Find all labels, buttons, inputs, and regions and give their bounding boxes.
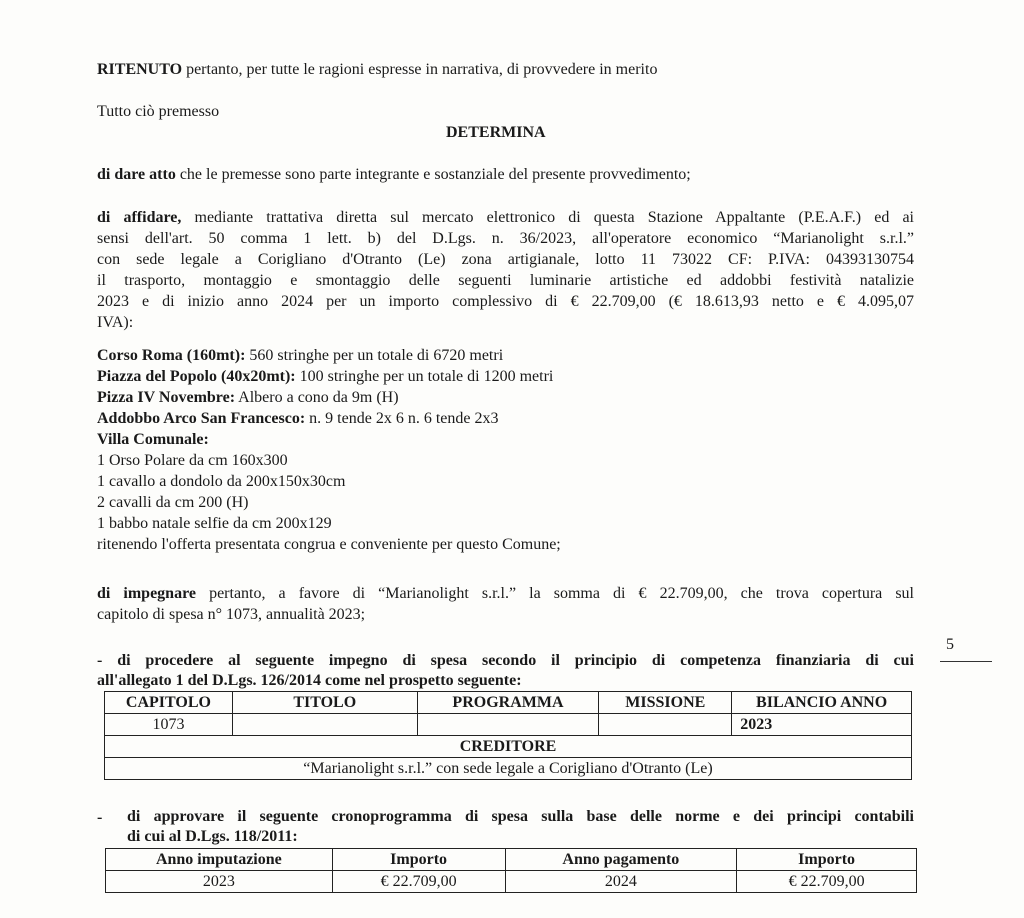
impegnare-paragraph — [97, 583, 914, 625]
header-bilancio-anno: BILANCIO ANNO — [732, 692, 912, 714]
ritenuto-paragraph — [97, 59, 657, 80]
determina-heading: DETERMINA — [446, 124, 546, 141]
creditore-label-row — [105, 736, 912, 758]
list-item-text: 560 stringhe per un totale di 6720 metri — [245, 347, 504, 364]
cell-capitolo: 1073 — [105, 714, 233, 736]
creditore-label: CREDITORE — [105, 736, 912, 758]
cronoprogramma-table — [105, 848, 917, 893]
impegno-table — [104, 691, 912, 780]
list-item — [97, 345, 561, 366]
impegnare-line-2: capitolo di spesa n° 1073, annualità 2023; — [97, 606, 366, 623]
approvare-paragraph — [127, 807, 914, 847]
table-row — [105, 714, 912, 736]
cell-anno-imputazione: 2023 — [106, 871, 333, 893]
header-anno-imputazione: Anno imputazione — [106, 849, 333, 871]
villa-item: 2 cavalli da cm 200 (H) — [97, 494, 249, 511]
impegnare-line-1 — [97, 583, 914, 604]
affidare-line-6: IVA): — [97, 314, 134, 331]
header-importo: Importo — [737, 849, 917, 871]
cell-missione — [599, 714, 732, 736]
table-header-row — [106, 849, 917, 871]
affidare-line-1-text: mediante trattativa diretta sul mercato elettronico di questa Stazione Appaltante (P.E.A.F.) ed ai — [181, 209, 915, 226]
procedere-line-2: all'allegato 1 del D.Lgs. 126/2014 come nel prospetto seguente: — [97, 672, 522, 689]
list-item-text: Albero a cono da 9m (H) — [235, 389, 399, 406]
premesso-line: Tutto ciò premesso — [97, 103, 220, 120]
approvare-dash: - — [97, 809, 103, 826]
header-anno-pagamento: Anno pagamento — [505, 849, 737, 871]
affidare-line-4: il trasporto, montaggio e smontaggio delle seguenti luminarie artistiche ed addobbi festività natalizie — [97, 272, 914, 289]
affidare-line-1 — [97, 207, 914, 228]
list-item-label: Corso Roma (160mt): — [97, 347, 246, 364]
affidare-line-2: sensi dell'art. 50 comma 1 lett. b) del D.Lgs. n. 36/2023, all'operatore economico “Marianolight s.r.l.” — [97, 230, 914, 247]
cell-importo: € 22.709,00 — [332, 871, 505, 893]
luminarie-list — [97, 345, 561, 555]
villa-item: 1 Orso Polare da cm 160x300 — [97, 452, 288, 469]
list-item — [97, 408, 561, 429]
cell-bilancio-anno: 2023 — [732, 714, 912, 736]
header-missione: MISSIONE — [599, 692, 732, 714]
dare-atto-paragraph — [97, 164, 691, 185]
list-item-text: n. 9 tende 2x 6 n. 6 tende 2x3 — [305, 410, 499, 427]
list-item — [97, 387, 561, 408]
list-item-label: Pizza IV Novembre: — [97, 389, 236, 406]
page-number-rule — [940, 661, 992, 662]
header-programma: PROGRAMMA — [417, 692, 599, 714]
approvare-line-1: di approvare il seguente cronoprogramma di spesa sulla base delle norme e dei principi contabili — [127, 808, 914, 825]
ritenuto-text: pertanto, per tutte le ragioni espresse in narrativa, di provvedere in merito — [182, 61, 658, 78]
cell-anno-pagamento: 2024 — [505, 871, 737, 893]
procedere-line-1: - di procedere al seguente impegno di spesa secondo il principio di competenza finanziaria di cui — [97, 652, 914, 669]
dare-atto-keyword: di dare atto — [97, 166, 176, 183]
affidare-line-3: con sede legale a Corigliano d'Otranto (Le) zona artigianale, lotto 11 73022 CF: P.IVA: 04393130754 — [97, 251, 914, 268]
procedere-paragraph — [97, 651, 914, 691]
creditore-value: “Marianolight s.r.l.” con sede legale a Corigliano d'Otranto (Le) — [105, 758, 912, 780]
villa-item: 1 babbo natale selfie da cm 200x129 — [97, 515, 332, 532]
impegnare-keyword: di impegnare — [97, 585, 196, 602]
list-item-label: Piazza del Popolo (40x20mt): — [97, 368, 296, 385]
table-row — [106, 871, 917, 893]
approvare-line-2: di cui al D.Lgs. 118/2011: — [127, 828, 298, 845]
villa-item: 1 cavallo a dondolo da 200x150x30cm — [97, 473, 346, 490]
affidare-keyword: di affidare, — [97, 209, 182, 226]
impegnare-line-1-text: pertanto, a favore di “Marianolight s.r.l.” la somma di € 22.709,00, che trova copertura sul — [196, 585, 914, 602]
list-item — [97, 366, 561, 387]
affidare-line-5: 2023 e di inizio anno 2024 per un importo complessivo di € 22.709,00 (€ 18.613,93 netto e € 4.095,07 — [97, 293, 914, 310]
header-titolo: TITOLO — [232, 692, 417, 714]
cell-titolo — [232, 714, 417, 736]
dare-atto-text: che le premesse sono parte integrante e sostanziale del presente provvedimento; — [175, 166, 691, 183]
list-item-text: 100 stringhe per un totale di 1200 metri — [295, 368, 554, 385]
cell-programma — [417, 714, 599, 736]
header-capitolo: CAPITOLO — [105, 692, 233, 714]
villa-closing: ritenendo l'offerta presentata congrua e conveniente per questo Comune; — [97, 536, 561, 553]
affidare-paragraph — [97, 207, 914, 333]
cell-importo: € 22.709,00 — [737, 871, 917, 893]
villa-comunale-title: Villa Comunale: — [97, 431, 209, 448]
list-item-label: Addobbo Arco San Francesco: — [97, 410, 306, 427]
page-number: 5 — [946, 636, 954, 653]
creditore-value-row — [105, 758, 912, 780]
header-importo: Importo — [332, 849, 505, 871]
ritenuto-keyword: RITENUTO — [97, 61, 183, 78]
table-header-row — [105, 692, 912, 714]
